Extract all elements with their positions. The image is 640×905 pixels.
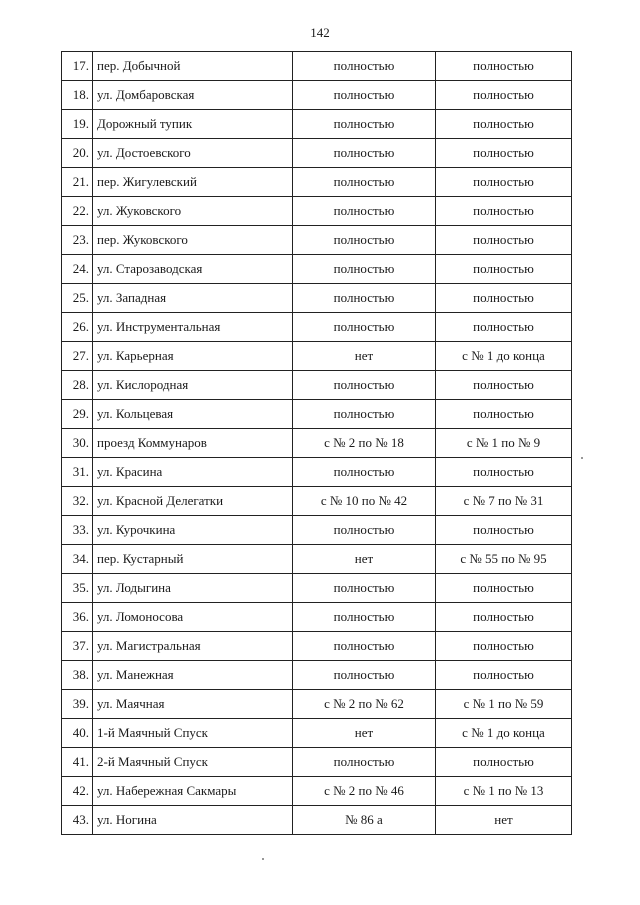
even-side: с № 2 по № 18: [293, 429, 436, 458]
table-row: [62, 284, 572, 313]
table-row: [62, 371, 572, 400]
table-row: [62, 806, 572, 835]
street-name: ул. Кислородная: [93, 371, 293, 400]
row-number: 42.: [62, 777, 93, 806]
odd-side: полностью: [436, 226, 572, 255]
row-number: 20.: [62, 139, 93, 168]
row-number: 33.: [62, 516, 93, 545]
row-number: 31.: [62, 458, 93, 487]
odd-side: с № 7 по № 31: [436, 487, 572, 516]
street-name: ул. Карьерная: [93, 342, 293, 371]
table-row: [62, 516, 572, 545]
street-name: ул. Красина: [93, 458, 293, 487]
odd-side: полностью: [436, 516, 572, 545]
even-side: нет: [293, 342, 436, 371]
street-name: ул. Манежная: [93, 661, 293, 690]
odd-side: полностью: [436, 255, 572, 284]
odd-side: полностью: [436, 748, 572, 777]
even-side: полностью: [293, 661, 436, 690]
table-row: [62, 632, 572, 661]
street-name: ул. Магистральная: [93, 632, 293, 661]
table-row: [62, 690, 572, 719]
odd-side: полностью: [436, 81, 572, 110]
table-row: [62, 400, 572, 429]
even-side: с № 2 по № 46: [293, 777, 436, 806]
street-name: ул. Набережная Сакмары: [93, 777, 293, 806]
row-number: 37.: [62, 632, 93, 661]
odd-side: полностью: [436, 313, 572, 342]
odd-side: полностью: [436, 661, 572, 690]
odd-side: с № 1 до конца: [436, 342, 572, 371]
odd-side: нет: [436, 806, 572, 835]
street-name: Дорожный тупик: [93, 110, 293, 139]
row-number: 19.: [62, 110, 93, 139]
odd-side: полностью: [436, 52, 572, 81]
table-row: [62, 52, 572, 81]
even-side: полностью: [293, 226, 436, 255]
street-name: ул. Красной Делегатки: [93, 487, 293, 516]
table-row: [62, 81, 572, 110]
street-name: ул. Ногина: [93, 806, 293, 835]
table-row: [62, 545, 572, 574]
street-name: пер. Жуковского: [93, 226, 293, 255]
street-name: ул. Достоевского: [93, 139, 293, 168]
even-side: полностью: [293, 313, 436, 342]
scan-speck: [262, 858, 264, 860]
even-side: нет: [293, 545, 436, 574]
row-number: 30.: [62, 429, 93, 458]
row-number: 39.: [62, 690, 93, 719]
table-row: [62, 226, 572, 255]
street-name: 1-й Маячный Спуск: [93, 719, 293, 748]
table-row: [62, 458, 572, 487]
table-row: [62, 661, 572, 690]
street-name: ул. Маячная: [93, 690, 293, 719]
odd-side: полностью: [436, 284, 572, 313]
street-name: 2-й Маячный Спуск: [93, 748, 293, 777]
table-row: [62, 197, 572, 226]
even-side: полностью: [293, 574, 436, 603]
row-number: 29.: [62, 400, 93, 429]
street-name: ул. Домбаровская: [93, 81, 293, 110]
table-row: [62, 110, 572, 139]
even-side: полностью: [293, 168, 436, 197]
table-row: [62, 777, 572, 806]
even-side: полностью: [293, 255, 436, 284]
odd-side: полностью: [436, 458, 572, 487]
odd-side: полностью: [436, 603, 572, 632]
odd-side: полностью: [436, 168, 572, 197]
odd-side: с № 1 по № 13: [436, 777, 572, 806]
street-name: ул. Жуковского: [93, 197, 293, 226]
table-row: [62, 574, 572, 603]
row-number: 40.: [62, 719, 93, 748]
row-number: 28.: [62, 371, 93, 400]
odd-side: с № 55 по № 95: [436, 545, 572, 574]
row-number: 41.: [62, 748, 93, 777]
row-number: 22.: [62, 197, 93, 226]
odd-side: с № 1 по № 9: [436, 429, 572, 458]
row-number: 43.: [62, 806, 93, 835]
table-row: [62, 487, 572, 516]
row-number: 17.: [62, 52, 93, 81]
odd-side: полностью: [436, 139, 572, 168]
street-name: ул. Курочкина: [93, 516, 293, 545]
street-name: ул. Лодыгина: [93, 574, 293, 603]
row-number: 36.: [62, 603, 93, 632]
table-row: [62, 313, 572, 342]
even-side: полностью: [293, 458, 436, 487]
even-side: полностью: [293, 371, 436, 400]
odd-side: полностью: [436, 110, 572, 139]
table-row: [62, 168, 572, 197]
even-side: нет: [293, 719, 436, 748]
row-number: 38.: [62, 661, 93, 690]
table-row: [62, 429, 572, 458]
row-number: 34.: [62, 545, 93, 574]
street-name: пер. Добычной: [93, 52, 293, 81]
odd-side: полностью: [436, 632, 572, 661]
even-side: полностью: [293, 110, 436, 139]
even-side: № 86 а: [293, 806, 436, 835]
table-row: [62, 139, 572, 168]
scan-speck: [581, 457, 583, 459]
table-body: [62, 52, 572, 835]
even-side: с № 10 по № 42: [293, 487, 436, 516]
street-name: пер. Жигулевский: [93, 168, 293, 197]
row-number: 21.: [62, 168, 93, 197]
row-number: 25.: [62, 284, 93, 313]
even-side: полностью: [293, 603, 436, 632]
odd-side: с № 1 до конца: [436, 719, 572, 748]
even-side: полностью: [293, 139, 436, 168]
table-row: [62, 748, 572, 777]
table-row: [62, 342, 572, 371]
row-number: 24.: [62, 255, 93, 284]
even-side: с № 2 по № 62: [293, 690, 436, 719]
streets-table: [61, 51, 572, 835]
street-name: ул. Старозаводская: [93, 255, 293, 284]
even-side: полностью: [293, 748, 436, 777]
row-number: 26.: [62, 313, 93, 342]
row-number: 18.: [62, 81, 93, 110]
even-side: полностью: [293, 516, 436, 545]
odd-side: полностью: [436, 574, 572, 603]
odd-side: полностью: [436, 197, 572, 226]
street-name: ул. Инструментальная: [93, 313, 293, 342]
street-name: ул. Ломоносова: [93, 603, 293, 632]
table-row: [62, 719, 572, 748]
street-name: проезд Коммунаров: [93, 429, 293, 458]
table-row: [62, 255, 572, 284]
row-number: 35.: [62, 574, 93, 603]
even-side: полностью: [293, 52, 436, 81]
street-name: пер. Кустарный: [93, 545, 293, 574]
page-number: 142: [310, 25, 330, 40]
street-name: ул. Западная: [93, 284, 293, 313]
even-side: полностью: [293, 197, 436, 226]
even-side: полностью: [293, 284, 436, 313]
odd-side: с № 1 по № 59: [436, 690, 572, 719]
odd-side: полностью: [436, 371, 572, 400]
even-side: полностью: [293, 400, 436, 429]
row-number: 27.: [62, 342, 93, 371]
row-number: 23.: [62, 226, 93, 255]
even-side: полностью: [293, 81, 436, 110]
even-side: полностью: [293, 632, 436, 661]
street-name: ул. Кольцевая: [93, 400, 293, 429]
table-row: [62, 603, 572, 632]
odd-side: полностью: [436, 400, 572, 429]
row-number: 32.: [62, 487, 93, 516]
